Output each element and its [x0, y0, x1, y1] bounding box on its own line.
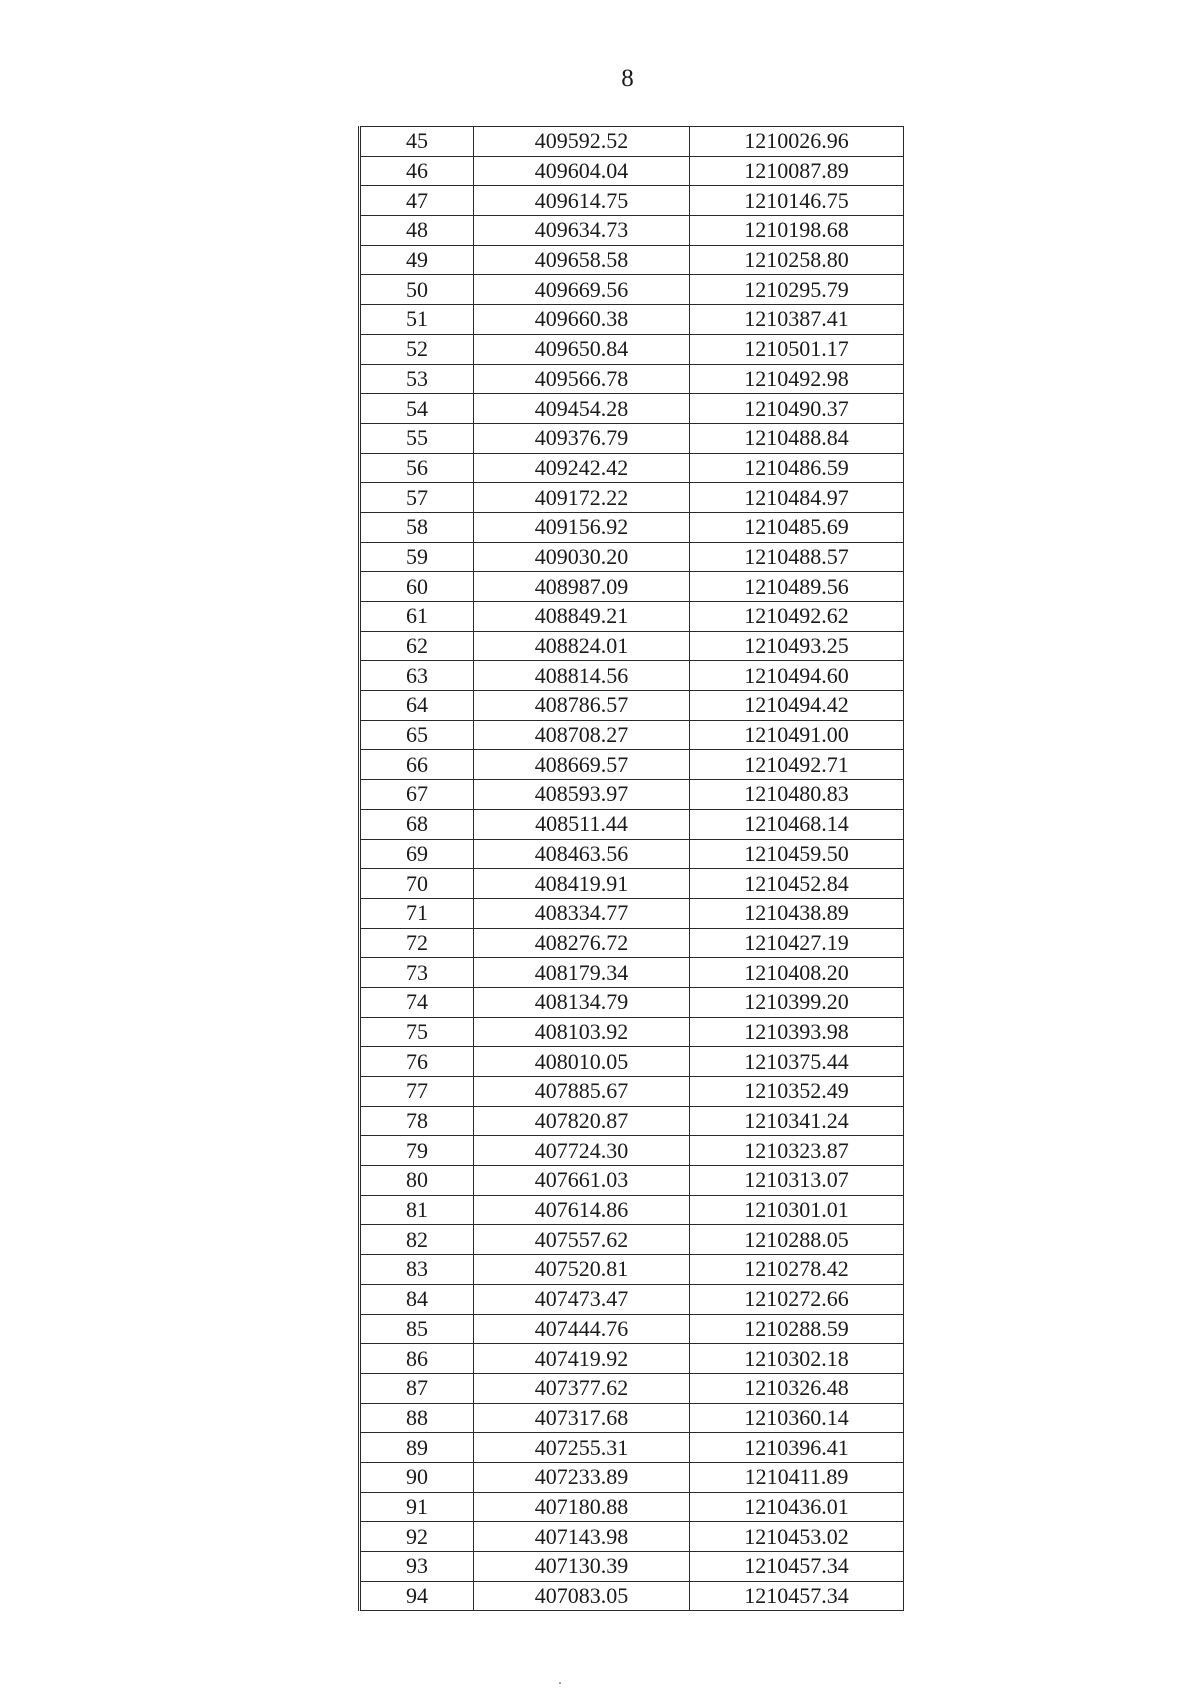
- y-coordinate-cell: 1210411.89: [690, 1462, 904, 1492]
- x-coordinate-cell: 408708.27: [474, 720, 690, 750]
- table-row: [360, 1373, 904, 1403]
- point-number-cell: 51: [360, 305, 474, 335]
- x-coordinate-cell: 408849.21: [474, 602, 690, 632]
- y-coordinate-cell: 1210375.44: [690, 1047, 904, 1077]
- x-coordinate-cell: 407377.62: [474, 1373, 690, 1403]
- x-coordinate-cell: 407661.03: [474, 1166, 690, 1196]
- point-number-cell: 72: [360, 928, 474, 958]
- x-coordinate-cell: 407317.68: [474, 1403, 690, 1433]
- y-coordinate-cell: 1210494.42: [690, 691, 904, 721]
- table-row: [360, 987, 904, 1017]
- table-row: [360, 1166, 904, 1196]
- x-coordinate-cell: 408334.77: [474, 898, 690, 928]
- x-coordinate-cell: 407083.05: [474, 1581, 690, 1611]
- y-coordinate-cell: 1210146.75: [690, 186, 904, 216]
- x-coordinate-cell: 408179.34: [474, 958, 690, 988]
- point-number-cell: 64: [360, 691, 474, 721]
- table-row: [360, 542, 904, 572]
- x-coordinate-cell: 408276.72: [474, 928, 690, 958]
- point-number-cell: 58: [360, 512, 474, 542]
- y-coordinate-cell: 1210295.79: [690, 275, 904, 305]
- y-coordinate-cell: 1210501.17: [690, 334, 904, 364]
- x-coordinate-cell: 407820.87: [474, 1106, 690, 1136]
- table-row: [360, 869, 904, 899]
- y-coordinate-cell: 1210198.68: [690, 216, 904, 246]
- point-number-cell: 80: [360, 1166, 474, 1196]
- table-row: [360, 1314, 904, 1344]
- point-number-cell: 49: [360, 245, 474, 275]
- x-coordinate-cell: 407130.39: [474, 1552, 690, 1582]
- y-coordinate-cell: 1210427.19: [690, 928, 904, 958]
- point-number-cell: 56: [360, 453, 474, 483]
- table-row: [360, 423, 904, 453]
- table-row: [360, 809, 904, 839]
- y-coordinate-cell: 1210489.56: [690, 572, 904, 602]
- point-number-cell: 74: [360, 987, 474, 1017]
- y-coordinate-cell: 1210438.89: [690, 898, 904, 928]
- y-coordinate-cell: 1210301.01: [690, 1195, 904, 1225]
- y-coordinate-cell: 1210288.59: [690, 1314, 904, 1344]
- y-coordinate-cell: 1210459.50: [690, 839, 904, 869]
- table-row: [360, 928, 904, 958]
- table-row: [360, 1581, 904, 1611]
- y-coordinate-cell: 1210272.66: [690, 1284, 904, 1314]
- point-number-cell: 67: [360, 780, 474, 810]
- point-number-cell: 78: [360, 1106, 474, 1136]
- x-coordinate-cell: 409566.78: [474, 364, 690, 394]
- x-coordinate-cell: 408593.97: [474, 780, 690, 810]
- y-coordinate-cell: 1210387.41: [690, 305, 904, 335]
- table-row: [360, 1077, 904, 1107]
- table-row: [360, 691, 904, 721]
- y-coordinate-cell: 1210352.49: [690, 1077, 904, 1107]
- table-row: [360, 305, 904, 335]
- point-number-cell: 70: [360, 869, 474, 899]
- x-coordinate-cell: 407255.31: [474, 1433, 690, 1463]
- table-row: [360, 453, 904, 483]
- x-coordinate-cell: 407724.30: [474, 1136, 690, 1166]
- point-number-cell: 68: [360, 809, 474, 839]
- point-number-cell: 94: [360, 1581, 474, 1611]
- point-number-cell: 55: [360, 423, 474, 453]
- table-row: [360, 1492, 904, 1522]
- table-row: [360, 1106, 904, 1136]
- point-number-cell: 75: [360, 1017, 474, 1047]
- y-coordinate-cell: 1210278.42: [690, 1255, 904, 1285]
- point-number-cell: 92: [360, 1522, 474, 1552]
- x-coordinate-cell: 407520.81: [474, 1255, 690, 1285]
- x-coordinate-cell: 407614.86: [474, 1195, 690, 1225]
- x-coordinate-cell: 409658.58: [474, 245, 690, 275]
- point-number-cell: 61: [360, 602, 474, 632]
- point-number-cell: 60: [360, 572, 474, 602]
- point-number-cell: 45: [360, 127, 474, 157]
- y-coordinate-cell: 1210480.83: [690, 780, 904, 810]
- x-coordinate-cell: 407233.89: [474, 1462, 690, 1492]
- y-coordinate-cell: 1210490.37: [690, 394, 904, 424]
- x-coordinate-cell: 408103.92: [474, 1017, 690, 1047]
- y-coordinate-cell: 1210486.59: [690, 453, 904, 483]
- table-row: [360, 1462, 904, 1492]
- table-row: [360, 1195, 904, 1225]
- x-coordinate-cell: 408134.79: [474, 987, 690, 1017]
- table-row: [360, 216, 904, 246]
- point-number-cell: 79: [360, 1136, 474, 1166]
- y-coordinate-cell: 1210360.14: [690, 1403, 904, 1433]
- y-coordinate-cell: 1210393.98: [690, 1017, 904, 1047]
- point-number-cell: 89: [360, 1433, 474, 1463]
- table-row: [360, 512, 904, 542]
- point-number-cell: 63: [360, 661, 474, 691]
- table-row: [360, 898, 904, 928]
- point-number-cell: 82: [360, 1225, 474, 1255]
- table-row: [360, 1284, 904, 1314]
- y-coordinate-cell: 1210288.05: [690, 1225, 904, 1255]
- table-row: [360, 839, 904, 869]
- y-coordinate-cell: 1210399.20: [690, 987, 904, 1017]
- y-coordinate-cell: 1210492.62: [690, 602, 904, 632]
- point-number-cell: 53: [360, 364, 474, 394]
- x-coordinate-cell: 409030.20: [474, 542, 690, 572]
- x-coordinate-cell: 408824.01: [474, 631, 690, 661]
- x-coordinate-cell: 409614.75: [474, 186, 690, 216]
- point-number-cell: 46: [360, 156, 474, 186]
- point-number-cell: 65: [360, 720, 474, 750]
- x-coordinate-cell: 409604.04: [474, 156, 690, 186]
- table-row: [360, 720, 904, 750]
- x-coordinate-cell: 408987.09: [474, 572, 690, 602]
- point-number-cell: 83: [360, 1255, 474, 1285]
- table-row: [360, 572, 904, 602]
- table-row: [360, 780, 904, 810]
- point-number-cell: 90: [360, 1462, 474, 1492]
- point-number-cell: 52: [360, 334, 474, 364]
- y-coordinate-cell: 1210396.41: [690, 1433, 904, 1463]
- y-coordinate-cell: 1210457.34: [690, 1552, 904, 1582]
- y-coordinate-cell: 1210323.87: [690, 1136, 904, 1166]
- y-coordinate-cell: 1210258.80: [690, 245, 904, 275]
- point-number-cell: 81: [360, 1195, 474, 1225]
- x-coordinate-cell: 409172.22: [474, 483, 690, 513]
- y-coordinate-cell: 1210453.02: [690, 1522, 904, 1552]
- x-coordinate-cell: 407444.76: [474, 1314, 690, 1344]
- x-coordinate-cell: 408010.05: [474, 1047, 690, 1077]
- table-row: [360, 661, 904, 691]
- point-number-cell: 86: [360, 1344, 474, 1374]
- point-number-cell: 87: [360, 1373, 474, 1403]
- table-row: [360, 1344, 904, 1374]
- y-coordinate-cell: 1210488.84: [690, 423, 904, 453]
- y-coordinate-cell: 1210313.07: [690, 1166, 904, 1196]
- point-number-cell: 91: [360, 1492, 474, 1522]
- y-coordinate-cell: 1210087.89: [690, 156, 904, 186]
- x-coordinate-cell: 409660.38: [474, 305, 690, 335]
- point-number-cell: 85: [360, 1314, 474, 1344]
- point-number-cell: 57: [360, 483, 474, 513]
- x-coordinate-cell: 407885.67: [474, 1077, 690, 1107]
- x-coordinate-cell: 409454.28: [474, 394, 690, 424]
- x-coordinate-cell: 409650.84: [474, 334, 690, 364]
- table-row: [360, 483, 904, 513]
- y-coordinate-cell: 1210452.84: [690, 869, 904, 899]
- y-coordinate-cell: 1210341.24: [690, 1106, 904, 1136]
- table-row: [360, 1136, 904, 1166]
- table-row: [360, 1225, 904, 1255]
- y-coordinate-cell: 1210484.97: [690, 483, 904, 513]
- table-row: [360, 1403, 904, 1433]
- table-row: [360, 602, 904, 632]
- x-coordinate-cell: 409669.56: [474, 275, 690, 305]
- table-row: [360, 1017, 904, 1047]
- table-row: [360, 245, 904, 275]
- table-row: [360, 1047, 904, 1077]
- y-coordinate-cell: 1210408.20: [690, 958, 904, 988]
- coordinate-table-body: [360, 127, 904, 1611]
- x-coordinate-cell: 408419.91: [474, 869, 690, 899]
- point-number-cell: 69: [360, 839, 474, 869]
- x-coordinate-cell: 409156.92: [474, 512, 690, 542]
- y-coordinate-cell: 1210485.69: [690, 512, 904, 542]
- point-number-cell: 71: [360, 898, 474, 928]
- point-number-cell: 84: [360, 1284, 474, 1314]
- table-row: [360, 275, 904, 305]
- y-coordinate-cell: 1210494.60: [690, 661, 904, 691]
- table-row: [360, 364, 904, 394]
- y-coordinate-cell: 1210492.71: [690, 750, 904, 780]
- point-number-cell: 73: [360, 958, 474, 988]
- table-row: [360, 186, 904, 216]
- point-number-cell: 47: [360, 186, 474, 216]
- x-coordinate-cell: 407143.98: [474, 1522, 690, 1552]
- x-coordinate-cell: 409376.79: [474, 423, 690, 453]
- scan-artifact-dot: [559, 1682, 561, 1684]
- table-row: [360, 1552, 904, 1582]
- point-number-cell: 66: [360, 750, 474, 780]
- table-row: [360, 631, 904, 661]
- y-coordinate-cell: 1210302.18: [690, 1344, 904, 1374]
- y-coordinate-cell: 1210436.01: [690, 1492, 904, 1522]
- table-row: [360, 127, 904, 157]
- y-coordinate-cell: 1210326.48: [690, 1373, 904, 1403]
- x-coordinate-cell: 409242.42: [474, 453, 690, 483]
- coordinate-table: [358, 126, 904, 1611]
- table-row: [360, 1255, 904, 1285]
- point-number-cell: 62: [360, 631, 474, 661]
- x-coordinate-cell: 409592.52: [474, 127, 690, 157]
- x-coordinate-cell: 408511.44: [474, 809, 690, 839]
- y-coordinate-cell: 1210468.14: [690, 809, 904, 839]
- x-coordinate-cell: 408669.57: [474, 750, 690, 780]
- point-number-cell: 88: [360, 1403, 474, 1433]
- x-coordinate-cell: 408786.57: [474, 691, 690, 721]
- y-coordinate-cell: 1210491.00: [690, 720, 904, 750]
- x-coordinate-cell: 409634.73: [474, 216, 690, 246]
- point-number-cell: 93: [360, 1552, 474, 1582]
- point-number-cell: 76: [360, 1047, 474, 1077]
- table-row: [360, 156, 904, 186]
- y-coordinate-cell: 1210457.34: [690, 1581, 904, 1611]
- x-coordinate-cell: 407557.62: [474, 1225, 690, 1255]
- table-row: [360, 334, 904, 364]
- y-coordinate-cell: 1210492.98: [690, 364, 904, 394]
- point-number-cell: 54: [360, 394, 474, 424]
- x-coordinate-cell: 408814.56: [474, 661, 690, 691]
- x-coordinate-cell: 407180.88: [474, 1492, 690, 1522]
- y-coordinate-cell: 1210493.25: [690, 631, 904, 661]
- table-row: [360, 750, 904, 780]
- table-row: [360, 1433, 904, 1463]
- x-coordinate-cell: 407473.47: [474, 1284, 690, 1314]
- page-number: 8: [621, 65, 634, 92]
- y-coordinate-cell: 1210488.57: [690, 542, 904, 572]
- point-number-cell: 77: [360, 1077, 474, 1107]
- y-coordinate-cell: 1210026.96: [690, 127, 904, 157]
- table-row: [360, 394, 904, 424]
- point-number-cell: 50: [360, 275, 474, 305]
- point-number-cell: 59: [360, 542, 474, 572]
- point-number-cell: 48: [360, 216, 474, 246]
- table-row: [360, 958, 904, 988]
- table-row: [360, 1522, 904, 1552]
- x-coordinate-cell: 408463.56: [474, 839, 690, 869]
- x-coordinate-cell: 407419.92: [474, 1344, 690, 1374]
